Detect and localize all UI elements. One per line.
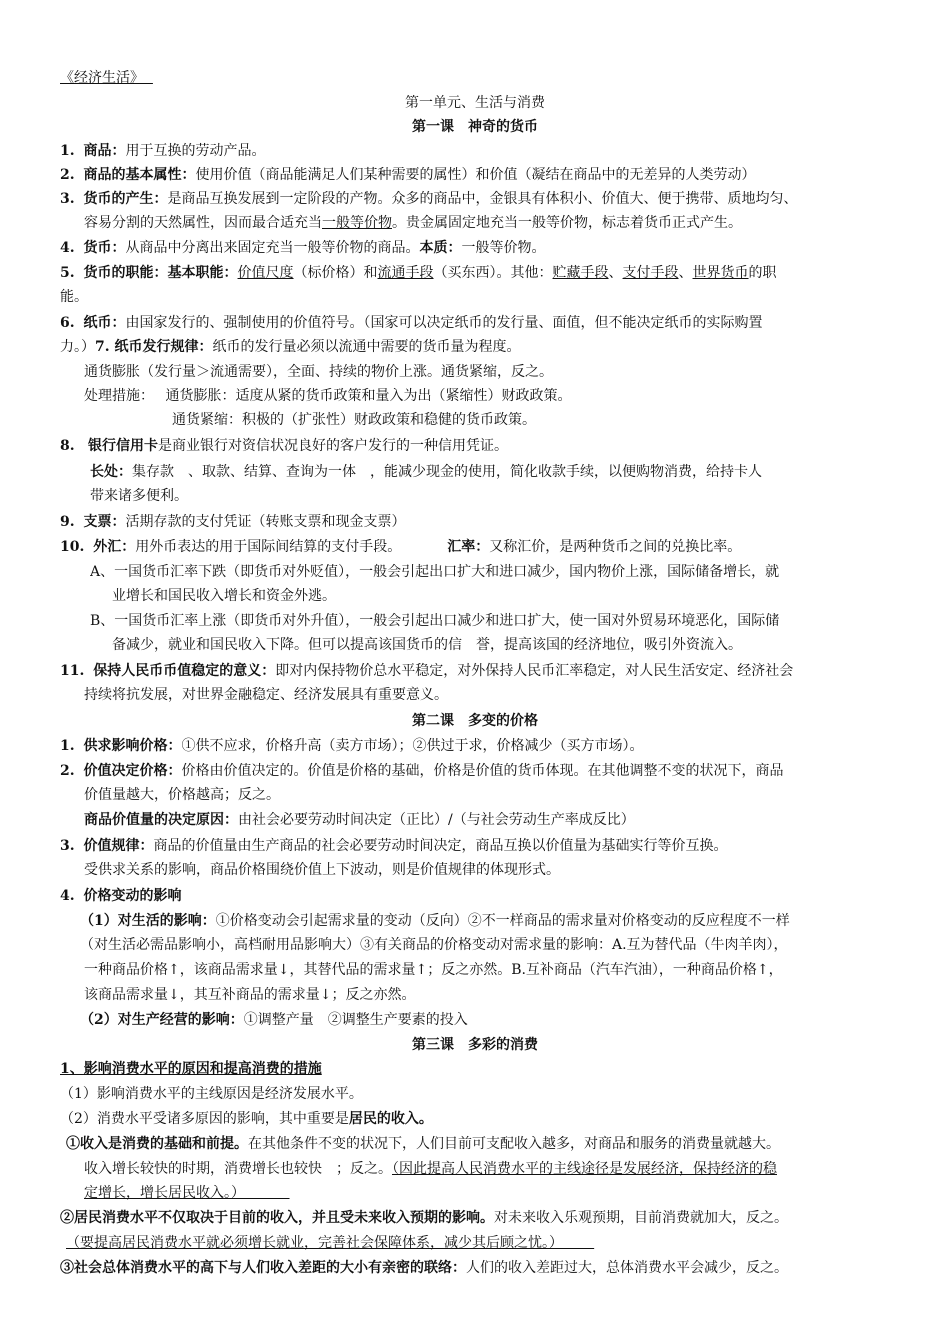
underlined-term: 价值尺度 [237,265,294,281]
value-determinant-line [84,808,924,832]
item-text: 活期存款的支付凭证（转账支票和现金支票） [125,514,406,530]
item-label: 外汇： [93,539,136,555]
item-label: 价值决定价格： [83,763,182,779]
item-label: ②居民消费水平不仅取决于目前的收入，并且受未来收入预期的影响。 [60,1210,494,1226]
lesson1-item-10 [60,535,900,559]
item-text: 容易分割的天然属性，因而最合适充当 [84,215,322,231]
lesson1-item-7 [60,335,900,359]
lesson1-item-3 [60,187,900,211]
lesson1-item-2 [60,163,900,187]
item-number: 10. [60,539,85,555]
lesson3-title: 第三课 多彩的消费 [412,1037,538,1053]
item-text: 用外币表达的用于国际间结算的支付手段。 [135,539,402,555]
item-label: （2）对生产经营的影响： [80,1012,244,1028]
item-number: 5. [60,265,75,281]
item-label: ③社会总体消费水平的高下与人们收入差距的大小有亲密的联络： [60,1260,466,1276]
income-basis-cont-2 [84,1181,924,1205]
lesson1-item-5-cont: 能。 [60,289,88,305]
item-label: 商品的基本属性： [83,167,196,183]
item-label: ①收入是消费的基础和前提。 [66,1136,248,1152]
item-number: 1. [60,738,75,754]
impact-on-life-cont-2: 一种商品价格↑，该商品需求量↓，其替代品的需求量↑；反之亦然。B.互补商品（汽车汽油），一种商品价格↑， [84,962,783,978]
lesson1-item-11 [60,659,900,683]
inflation-line: 通货膨胀（发行量＞流通需要），全面、持续的物价上涨。通货紧缩，反之。 [84,364,553,380]
impact-on-life-cont-1: （对生活必需品影响小，高档耐用品影响大）③有关商品的价格变动对需求量的影响：A.互为替代品（牛肉羊肉）， [80,937,788,953]
item-label: 价值规律： [83,838,154,854]
item-text: 价格由价值决定的。价值是价格的基础，价格是价值的货币体现。在其他调整不变的状况下，商品 [181,763,784,779]
item-label: 价格变动的影响 [83,888,182,904]
impact-on-production [80,1008,920,1032]
lesson2-item-2-cont: 价值量越大，价格越高；反之。 [84,787,280,803]
item-text: 是商品互换发展到一定阶段的产物。众多的商品中，金银具有体积小、价值大、便于携带、质地均匀、 [167,191,798,207]
item-text: 由国家发行的、强制使用的价值符号。（国家可以决定纸币的发行量、面值，但不能决定纸币的实际购置 [125,315,763,331]
income-expectation-line [60,1206,900,1230]
measures-line: 处理措施： 通货膨胀：适度从紧的货币政策和量入为出（紧缩性）财政政策。 [84,388,572,404]
lesson1-item-11-cont: 持续将抗发展，对世界金融稳定、经济发展具有重要意义。 [84,687,448,703]
item-number: 1. [60,143,75,159]
underlined-term: 一般等价物 [322,215,392,231]
item-label: （1）对生活的影响： [80,913,216,929]
lesson1-item-3-cont [84,211,924,235]
rate-rise-line-cont: 备减少，就业和国民收入下降。但可以提高该国货币的信 誉，提高该国的经济地位，吸引外资流入。 [112,637,742,653]
item-text: ①价格变动会引起需求量的变动（反向）②不一样商品的需求量对价格变动的反应程度不一样 [215,913,790,929]
item-text: （买东西）。其他： [433,265,553,281]
item-number: 2. [60,763,75,779]
lesson2-item-1 [60,734,900,758]
item-text: 纸币的发行量必须以流通中需要的货币量为程度。 [212,339,521,355]
item-number: 3. [60,191,75,207]
impact-on-life [80,909,920,933]
item-text: 力。） [60,339,95,355]
item-label: 商品： [83,143,126,159]
item-text: 由社会必要劳动时间决定（正比）/（与社会劳动生产率成反比） [238,812,635,828]
item-text: ①调整产量 ②调整生产要素的投入 [243,1012,468,1028]
underlined-note: （因此提高人民消费水平的主线途径是发展经济，保持经济的稳 [392,1161,777,1177]
item-text: 收入增长较快的时期，消费增长也较快 ；反之。 [84,1161,392,1177]
item-text: 是商业银行对资信状况良好的客户发行的一种信用凭证。 [157,438,508,454]
deflation-line: 通货紧缩：积极的（扩张性）财政政策和稳健的货币政策。 [172,412,536,428]
lesson2-item-4 [60,884,900,908]
item-label: 汇率： [447,539,490,555]
item-text: 人们的收入差距过大，总体消费水平会减少，反之。 [466,1260,788,1276]
item-text: （标价格）和 [293,265,378,281]
lesson3-point-1: （1）影响消费水平的主线原因是经济发展水平。 [60,1086,363,1102]
item-text: 。贵金属固定地充当一般等价物，标志着货币正式产生。 [392,215,742,231]
lesson2-title: 第二课 多变的价格 [412,713,538,729]
income-basis-line [66,1132,906,1156]
item-number: 4. [60,240,75,256]
rate-fall-line-cont: 业增长和国民收入增长和资金外逃。 [112,588,336,604]
item-number: 8. [60,438,75,454]
item-text: 对未来收入乐观预期，目前消费就加大，反之。 [494,1210,788,1226]
item-text: ①供不应求，价格升高（卖方市场）；②供过于求，价格减少（买方市场）。 [181,738,644,754]
lesson2-item-2 [60,759,900,783]
item-text: 又称汇价，是两种货币之间的兑换比率。 [489,539,742,555]
item-label: 长处： [90,464,132,480]
lesson3-heading-1 [60,1057,900,1081]
item-number: 2. [60,167,75,183]
item-label: 支票： [83,514,126,530]
item-text: 使用价值（商品能满足人们某种需要的属性）和价值（凝结在商品中的无差异的人类劳动） [195,167,756,183]
item-text: 从商品中分离出来固定充当一般等价物的商品。 [125,240,420,256]
underlined-term: 世界货币 [692,265,749,281]
underlined-term: 流通手段 [377,265,434,281]
item-text: 即对内保持物价总水平稳定，对外保持人民币汇率稳定，对人民生活安定、经济社会 [275,663,794,679]
lesson3-point-2 [60,1107,900,1131]
lesson1-title: 第一课 神奇的货币 [412,119,538,135]
doc-title-text: 《经济生活》 [60,70,144,86]
lesson2-item-3 [60,834,900,858]
item-label: 货币： [83,240,126,256]
lesson1-item-6 [60,311,900,335]
item-number: 4. [60,888,75,904]
rate-rise-line: B、一国货币汇率上涨（即货币对外升值），一般会引起出口减少和进口扩大，使一国对外贸易环境恶化，国际储 [90,613,780,629]
item-text: 、 [678,265,693,281]
lesson2-item-3-cont: 受供求关系的影响，商品价格围绕价值上下波动，则是价值规律的体现形式。 [84,862,560,878]
item-text: 一般等价物。 [461,240,546,256]
item-label: 供求影响价格： [83,738,182,754]
item-number: 11. [60,663,85,679]
lesson1-item-8 [60,434,900,458]
item-label: 商品价值量的决定原因： [84,812,238,828]
rate-fall-line: A、一国货币汇率下跌（即货币对外贬值），一般会引起出口扩大和进口减少，国内物价上涨，国际储备增长，就 [90,564,780,580]
underlined-term: 贮藏手段 [552,265,609,281]
item-number: 9. [60,514,75,530]
underlined-note: （要提高居民消费水平就必须增长就业，完善社会保障体系，减少其后顾之忧。） [66,1235,563,1251]
lesson1-item-9 [60,510,900,534]
credit-card-advantages-cont: 带来诸多便利。 [90,488,188,504]
item-label: 7. 纸币发行规律： [95,339,213,355]
underlined-note: 定增长，增长居民收入。） [84,1185,245,1201]
item-label: 银行信用卡 [87,438,158,454]
item-label: 本质： [419,240,462,256]
income-gap-line [60,1256,900,1280]
item-label: 货币的产生： [83,191,168,207]
item-number: 6. [60,315,75,331]
unit-title: 第一单元、生活与消费 [405,95,545,111]
item-label: 居民的收入。 [348,1111,433,1127]
item-text: 在其他条件不变的状况下，人们目前可支配收入越多，对商品和服务的消费量就越大。 [248,1136,780,1152]
lesson1-item-4 [60,236,900,260]
underlined-term: 支付手段 [622,265,679,281]
item-text: （2）消费水平受诸多原因的影响，其中重要是 [60,1111,349,1127]
item-label: 纸币： [83,315,126,331]
item-text: 用于互换的劳动产品。 [125,143,266,159]
section-heading: 1、影响消费水平的原因和提高消费的措施 [60,1061,322,1077]
impact-on-life-cont-3: 该商品需求量↓，其互补商品的需求量↓；反之亦然。 [84,987,416,1003]
item-text: 的职 [748,265,777,281]
item-text: 集存款 、取款、结算、查询为一体 ，能减少现金的使用，简化收款手续，以便购物消费，给持卡人 [132,464,762,480]
item-text: 、 [608,265,623,281]
item-number: 3. [60,838,75,854]
item-text: 商品的价值量由生产商品的社会必要劳动时间决定，商品互换以价值量为基础实行等价互换。 [153,838,728,854]
doc-title [60,66,900,90]
lesson1-item-5 [60,261,900,285]
credit-card-advantages [90,460,930,484]
lesson1-item-1 [60,139,900,163]
income-basis-cont [84,1157,924,1181]
income-expectation-note [66,1231,906,1255]
item-label: 保持人民币币值稳定的意义： [93,663,276,679]
item-label: 货币的职能：基本职能： [83,265,238,281]
